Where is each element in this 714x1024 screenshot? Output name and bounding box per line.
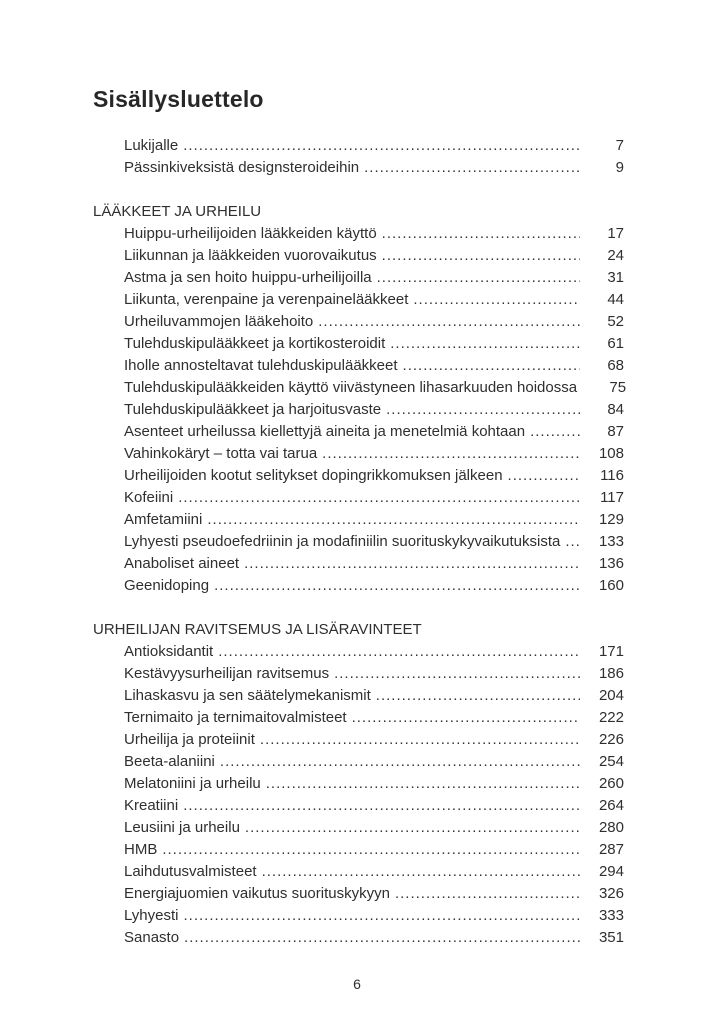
toc-leader-dots [162,839,580,861]
toc-entry-label: Urheilija ja proteiinit [124,731,255,748]
toc-entry-label: Amfetamiini [124,511,203,528]
toc-entry-page: 226 [598,731,624,748]
toc-entry-page: 9 [615,159,624,176]
toc-entry-label: Energiajuomien vaikutus suorituskykyyn [124,885,390,902]
toc-entry-page: 68 [607,357,624,374]
toc-leader-dots [565,531,580,553]
toc-section [93,619,624,949]
toc-entry-page: 333 [598,907,624,924]
toc-leader-dots [184,927,580,949]
toc-leader-dots [413,289,580,311]
toc-entry-page: 31 [607,269,624,286]
toc-entry-page: 116 [600,467,624,484]
toc-entry-page: 133 [598,533,624,550]
toc-entry [93,465,624,487]
toc-entry-label: Beeta-alaniini [124,753,215,770]
toc-entry [93,553,624,575]
toc-leader-dots [183,905,580,927]
toc-entry [93,487,624,509]
toc-entry-page: 136 [598,555,624,572]
toc-leader-dots [318,311,580,333]
toc-entry-page: 254 [598,753,624,770]
toc-entry [93,311,624,333]
toc-content [93,86,627,949]
toc-entry-page: 287 [598,841,624,858]
toc-entry [93,905,624,927]
toc-entry-page: 17 [607,225,624,242]
toc-entry [93,421,624,443]
toc-entry-page: 84 [607,401,624,418]
toc-entry-page: 171 [598,643,624,660]
toc-list [93,135,627,949]
toc-entry-page: 87 [607,423,624,440]
toc-entry [93,641,624,663]
toc-entry-label: Liikunnan ja lääkkeiden vuorovaikutus [124,247,377,264]
toc-entry [93,817,624,839]
toc-leader-dots [364,157,580,179]
toc-section-heading: LÄÄKKEET JA URHEILU [93,203,262,220]
toc-entry-label: Lyhyesti [124,907,179,924]
toc-entry-label: Asenteet urheilussa kiellettyjä aineita ja menetelmiä kohtaan [124,423,526,440]
toc-leader-dots [260,729,580,751]
toc-leader-dots [322,443,580,465]
toc-entry [93,399,624,421]
toc-entry-label: Kreatiini [124,797,179,814]
toc-entry-label: Kofeiini [124,489,174,506]
toc-entry-label: Lyhyesti pseudoefedriinin ja modafiniilin suorituskykyvaikutuksista [124,533,561,550]
page-number: 6 [353,976,361,992]
toc-entry [93,289,624,311]
toc-leader-dots [220,751,580,773]
toc-entry-page: 44 [607,291,624,308]
toc-leader-dots [382,245,580,267]
toc-leader-dots [214,575,580,597]
toc-entry-page: 129 [598,511,624,528]
toc-entry-page: 204 [598,687,624,704]
toc-entry-page: 222 [598,709,624,726]
toc-entry [93,773,624,795]
toc-entry [93,883,624,905]
toc-entry-page: 264 [598,797,624,814]
toc-entry-page: 117 [600,489,624,506]
toc-entry-label: Antioksidantit [124,643,214,660]
toc-entry [93,443,624,465]
toc-entry-label: Anaboliset aineet [124,555,240,572]
toc-leader-dots [244,553,580,575]
toc-entry-label: Sanasto [124,929,180,946]
toc-leader-dots [218,641,580,663]
toc-entry-label: Kestävyysurheilijan ravitsemus [124,665,330,682]
toc-entry-page: 7 [615,137,624,154]
toc-entry [93,575,624,597]
toc-entry [93,927,624,949]
toc-entry-page: 75 [609,379,627,396]
toc-entry-page: 186 [598,665,624,682]
toc-entry-label: Lihaskasvu ja sen säätelymekanismit [124,687,371,704]
toc-entry-page: 108 [598,445,624,462]
toc-leader-dots [266,773,580,795]
toc-entry [93,223,624,245]
toc-entry-label: Ternimaito ja ternimaitovalmisteet [124,709,347,726]
toc-section [93,201,627,597]
toc-entry-label: Geenidoping [124,577,210,594]
toc-entry-page: 326 [598,885,624,902]
toc-entry-label: Lukijalle [124,137,179,154]
toc-leader-dots [508,465,580,487]
toc-entry [93,267,624,289]
toc-entry-label: Melatoniini ja urheilu [124,775,261,792]
toc-leader-dots [403,355,580,377]
toc-entry-label: Huippu-urheilijoiden lääkkeiden käyttö [124,225,377,242]
toc-entry [93,795,624,817]
toc-leader-dots [352,707,580,729]
toc-entry [93,377,627,399]
toc-entry [93,245,624,267]
toc-leader-dots [390,333,580,355]
toc-leader-dots [262,861,580,883]
toc-entry-page: 61 [607,335,624,352]
toc-entry-label: Vahinkokäryt – totta vai tarua [124,445,318,462]
toc-entry-page: 280 [598,819,624,836]
toc-entry [93,333,624,355]
toc-entry-page: 294 [598,863,624,880]
toc-entry-label: Urheiluvammojen lääkehoito [124,313,314,330]
toc-entry [93,751,624,773]
toc-entry-page: 351 [598,929,624,946]
toc-entry-label: Iholle annosteltavat tulehduskipulääkkeet [124,357,398,374]
page-title: Sisällysluettelo [93,86,264,112]
toc-entry-page: 24 [607,247,624,264]
toc-entry [93,861,624,883]
toc-entry-label: Astma ja sen hoito huippu-urheilijoilla [124,269,372,286]
toc-entry-label: Leusiini ja urheilu [124,819,240,836]
toc-entry-label: Urheilijoiden kootut selitykset dopingrikkomuksen jälkeen [124,467,503,484]
toc-section-heading: URHEILIJAN RAVITSEMUS JA LISÄRAVINTEET [93,621,422,638]
toc-entry-label: Tulehduskipulääkkeiden käyttö viivästyneen lihasarkuuden hoidossa [124,379,578,396]
toc-entry [93,663,624,685]
toc-entry-label: Pässinkiveksistä designsteroideihin [124,159,360,176]
toc-leader-dots [376,685,580,707]
toc-leader-dots [530,421,580,443]
toc-entry [93,707,624,729]
toc-entry [93,157,624,179]
toc-entry [93,685,624,707]
toc-entry [93,839,624,861]
toc-leader-dots [382,223,580,245]
toc-leader-dots [245,817,580,839]
toc-entry-page: 52 [607,313,624,330]
toc-leader-dots [178,487,580,509]
toc-entry-label: Tulehduskipulääkkeet ja kortikosteroidit [124,335,386,352]
toc-leader-dots [377,267,580,289]
toc-entry [93,729,624,751]
toc-section [93,135,624,179]
toc-entry-label: Tulehduskipulääkkeet ja harjoitusvaste [124,401,382,418]
toc-leader-dots [386,399,580,421]
toc-entry [93,135,624,157]
toc-leader-dots [395,883,580,905]
toc-entry-label: Laihdutusvalmisteet [124,863,257,880]
toc-entry [93,509,624,531]
toc-leader-dots [334,663,580,685]
toc-leader-dots [183,135,580,157]
toc-leader-dots [207,509,580,531]
toc-entry [93,355,624,377]
toc-entry-page: 260 [598,775,624,792]
toc-entry [93,531,624,553]
toc-entry-page: 160 [598,577,624,594]
toc-entry-label: Liikunta, verenpaine ja verenpainelääkkeet [124,291,409,308]
toc-leader-dots [183,795,580,817]
toc-entry-label: HMB [124,841,158,858]
